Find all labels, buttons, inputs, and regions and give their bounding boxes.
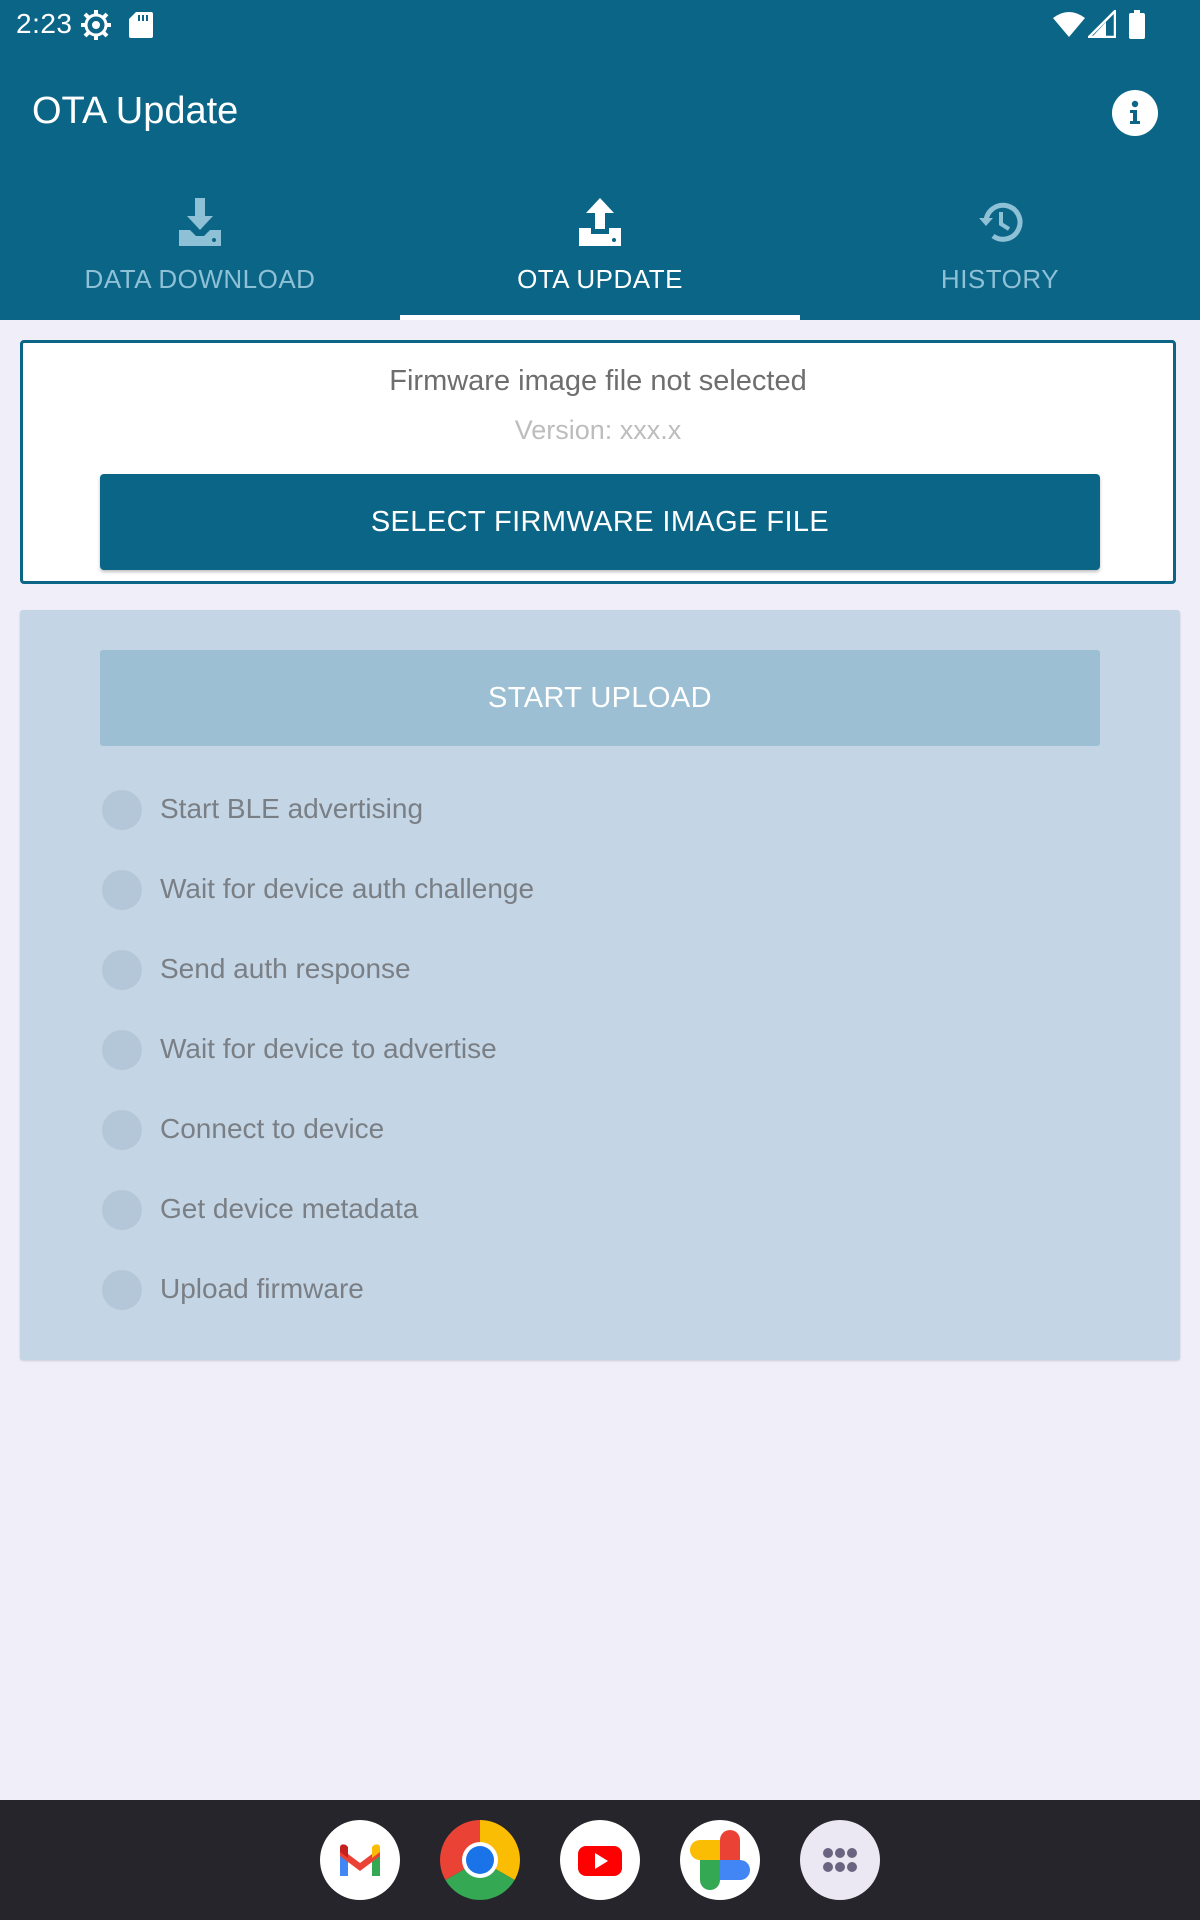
select-firmware-button[interactable]: SELECT FIRMWARE IMAGE FILE xyxy=(100,474,1100,570)
step-indicator xyxy=(102,1030,142,1070)
firmware-version-text: Version: xxx.x xyxy=(514,415,682,445)
app-drawer-icon xyxy=(800,1820,880,1900)
download-icon xyxy=(176,196,224,248)
tab-history[interactable] xyxy=(800,188,1200,320)
photos-icon xyxy=(680,1820,760,1900)
step-item xyxy=(102,1020,802,1080)
upload-icon xyxy=(576,196,624,248)
step-label: Connect to device xyxy=(160,1113,385,1144)
tab-label: DATA DOWNLOAD xyxy=(84,264,316,294)
app-bar xyxy=(0,48,1200,320)
info-button[interactable] xyxy=(1112,90,1158,136)
step-item xyxy=(102,860,802,920)
photos-app[interactable] xyxy=(680,1820,760,1900)
step-indicator xyxy=(102,1110,142,1150)
step-indicator xyxy=(102,1270,142,1310)
step-indicator xyxy=(102,790,142,830)
start-upload-button[interactable]: START UPLOAD xyxy=(100,650,1100,746)
app-dock xyxy=(0,1800,1200,1920)
tab-ota-update[interactable] xyxy=(400,188,800,320)
step-item xyxy=(102,1180,802,1240)
youtube-app[interactable] xyxy=(560,1820,640,1900)
step-indicator xyxy=(102,950,142,990)
step-item xyxy=(102,1100,802,1160)
sd-card-icon xyxy=(128,11,154,39)
upload-panel xyxy=(20,610,1180,1360)
settings-gear-icon xyxy=(80,9,112,41)
step-label: Start BLE advertising xyxy=(160,793,424,824)
info-icon xyxy=(1112,90,1158,136)
step-item xyxy=(102,780,802,840)
step-label: Get device metadata xyxy=(160,1193,419,1224)
status-bar xyxy=(0,0,1200,48)
step-item xyxy=(102,1260,802,1320)
status-time: 2:23 xyxy=(16,8,73,39)
step-indicator xyxy=(102,1190,142,1230)
cell-signal-icon xyxy=(1088,10,1116,38)
wifi-icon xyxy=(1052,10,1086,38)
step-indicator xyxy=(102,870,142,910)
chrome-icon xyxy=(440,1820,520,1900)
youtube-icon xyxy=(560,1820,640,1900)
firmware-card xyxy=(20,340,1176,584)
step-item xyxy=(102,940,802,1000)
step-label: Send auth response xyxy=(160,953,411,984)
gmail-icon xyxy=(320,1820,400,1900)
active-tab-indicator xyxy=(400,315,800,320)
tab-label: HISTORY xyxy=(940,264,1060,294)
battery-icon xyxy=(1128,10,1146,40)
app-title: OTA Update xyxy=(32,90,239,132)
tab-label: OTA UPDATE xyxy=(517,264,683,294)
gmail-app[interactable] xyxy=(320,1820,400,1900)
step-label: Wait for device to advertise xyxy=(160,1033,497,1064)
firmware-status-text: Firmware image file not selected xyxy=(389,365,807,397)
step-label: Upload firmware xyxy=(160,1273,364,1304)
app-drawer[interactable] xyxy=(800,1820,880,1900)
chrome-app[interactable] xyxy=(440,1820,520,1900)
step-label: Wait for device auth challenge xyxy=(160,873,535,904)
history-icon xyxy=(976,196,1024,248)
tab-data-download[interactable] xyxy=(0,188,400,320)
